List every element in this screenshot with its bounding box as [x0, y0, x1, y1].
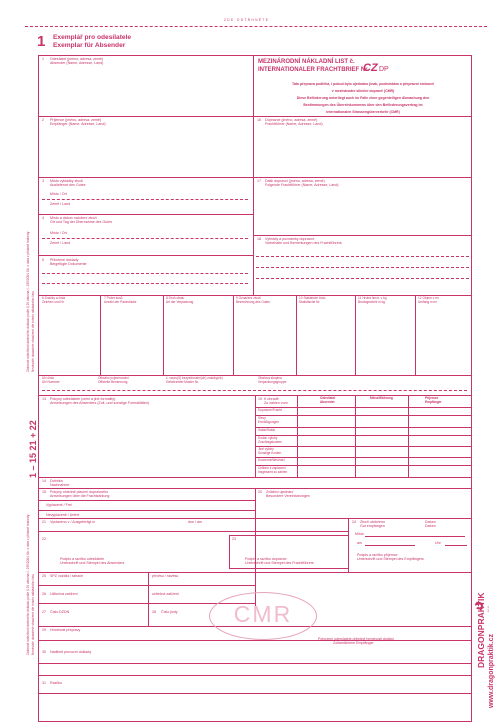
side-legal-text-1: Zákonné náležitosti daňového dokladu podle § 29 zákona č. 235/2004 Sb. o dani z přidané hodnoty	[26, 231, 30, 372]
field-22-number: 22	[42, 537, 46, 541]
field-20-label-de: Besondere Vereinbarungen	[266, 494, 310, 498]
field-24-label-de: Gut empfangen	[360, 524, 385, 528]
field-24-place: Místo	[355, 532, 364, 536]
field-9-label	[236, 297, 270, 304]
field-3-place: Místo / Ort	[50, 192, 67, 196]
col-receiver-cz: Příjemce	[425, 396, 439, 400]
field-24-number: 24	[352, 520, 356, 524]
f19-row-surcharge	[258, 437, 282, 444]
field-24-at: am	[357, 541, 362, 545]
field-10-cz: Statistické číslo	[303, 296, 326, 300]
field-12-de: Umfang in m³	[418, 299, 438, 304]
field-13-number: 13	[42, 397, 46, 401]
field-14-label-de: Nachnahme	[50, 483, 70, 487]
field-21-label: Vystaveno v / Ausgefertigt in	[50, 520, 96, 524]
field-2-number: 2	[42, 118, 44, 122]
f19-discount-de: Ermäßigungen	[258, 419, 279, 424]
f19-total-de: Insgesamt zu zahlen	[258, 469, 288, 474]
field-1-number: 1	[42, 57, 44, 61]
field-11-label	[358, 297, 386, 304]
adr-name-de: Offizielle Benennung	[98, 379, 128, 384]
field-4-label-de: Ort und Tag der Übernahme des Gutes	[50, 220, 113, 224]
field-25-number: 25	[42, 574, 46, 578]
field-24-sign-cz: Podpis a razítko příjemce	[357, 553, 398, 557]
field-13-label-cz: Pokyny odesílatele (celní a jiné formality)	[50, 397, 116, 401]
field-7-number: 7	[104, 296, 106, 300]
field-3-label-cz: Místo vykládky zboží	[50, 179, 84, 183]
field-19-label-cz: K úhradě	[264, 397, 279, 401]
tear-line	[25, 26, 487, 27]
field-26-label: Užitečná zatížení	[50, 592, 78, 596]
field-16-number: 16	[257, 118, 261, 122]
field-17-label-de: Folgende Frachtführer (Name, Adresse, Land)	[265, 183, 339, 187]
field-19-label-de: Zu zahlen vom	[264, 401, 288, 405]
field-24-date-cz: Datum	[425, 520, 436, 524]
f19-surcharge-cz: Dodat. výlohy	[258, 436, 278, 440]
payment-free: Vyplaceně / Frei	[46, 503, 72, 507]
col-sender	[320, 397, 335, 404]
side-legal-text-3: Zákonné náležitosti daňového dokladu podle § 29 zákona č. 235/2004 Sb. o dani z přidané hodnoty	[26, 514, 30, 655]
notice-line-5: internationalen Strassengüterverkehr (CMR)	[326, 110, 400, 114]
field-29-number: 29	[42, 628, 46, 632]
field-25-label: SPZ vozidla / tahače	[50, 574, 83, 578]
field-16-label-de: Frachtführer (Name, Adresse, Land)	[265, 122, 323, 126]
adr-un-cz: UN číslo	[42, 376, 55, 380]
field-6-de: Zeichen und Nr.	[42, 299, 65, 304]
center-divider-top	[253, 55, 254, 295]
field-7-cz: Počet kusů	[106, 296, 123, 300]
field-8-de: Art der Verpackung	[166, 299, 194, 304]
brand-website: www.dragonpraktik.cz	[488, 633, 495, 708]
field-30-label: Nadlimit provozní doklady	[50, 650, 92, 654]
col-sender-cz: Odesílatel	[320, 396, 336, 400]
adr-hazard-cz: č. vzoru(ů) bezpečnostní(ch) značky(ek)	[166, 376, 223, 380]
field-30-number: 30	[42, 650, 46, 654]
field-17-number: 17	[257, 179, 261, 183]
f19-row-exchange: Kurzovné/Wechsel	[258, 458, 285, 462]
field-22-sign-cz: Podpis a razítko odesílatele	[60, 557, 105, 561]
field-6-label	[42, 297, 65, 304]
field-12-cz: Objem v m³	[422, 296, 439, 300]
cmr-watermark-text: CMR	[233, 601, 293, 627]
field-24-date-de: Datum	[425, 524, 436, 528]
field-17-label-cz: Další dopravci (jméno, adresa, země)	[265, 179, 325, 183]
field-2-label-cz: Příjemce (jméno, adresa, země)	[50, 118, 102, 122]
field-28-number: 28	[152, 610, 156, 614]
col-receiver-de: Empfänger	[425, 399, 442, 404]
field-8-number: 8	[166, 296, 168, 300]
f19-row-balance: Saldo/Saldo	[258, 428, 276, 432]
brand-name: DRAGONPRAKTIK	[476, 592, 486, 668]
tear-here-caption: ZDE ODTRHNĚTE	[224, 18, 270, 22]
adr-group-de: Verpackungsgruppe	[258, 379, 287, 384]
field-30-extra-de: Zollamtlichem Empfänger	[333, 641, 374, 645]
adr-hazard-label	[166, 377, 223, 384]
field-20-label-cz: Zvláštní ujednání	[266, 490, 294, 494]
field-11-number: 11	[358, 296, 362, 300]
field-1-label-de: Absender (Name, Adresse, Land)	[50, 61, 104, 65]
field-9-de: Bezeichnung des Gutes	[236, 299, 270, 304]
col-receiver	[425, 397, 442, 404]
field-11-cz: Hrubá hmot. v kg	[362, 296, 387, 300]
f19-row-total	[258, 467, 287, 474]
field-14-label-cz: Dobírka	[50, 479, 63, 483]
field-5-label-de: Beigefügte Dokumente	[50, 262, 87, 266]
adr-un-de: UN Nummer	[42, 379, 60, 384]
side-copy-numbers: 1 – 15 21 + 22	[28, 420, 38, 478]
field-8-cz: Druh obalu	[168, 296, 185, 300]
field-4-place: Místo / Ort	[50, 231, 67, 235]
notice-line-1: Tato přeprava podléhá, i pokud bylo ujednáno jinak, podmínkám o přepravní smlouvě	[291, 82, 435, 86]
adr-un-label	[42, 377, 60, 384]
field-26-number: 26	[42, 592, 46, 596]
field-18-number: 18	[257, 237, 261, 241]
title-dp: DP	[379, 66, 389, 73]
field-29-label: Hmotnost přepravy	[50, 628, 81, 632]
f19-surcharge-de: Zuschlagskosten	[258, 439, 282, 444]
f19-total-cz: Celkem k zaplacení	[258, 466, 286, 470]
field-12-label	[418, 297, 439, 304]
field-21-number: 21	[42, 520, 46, 524]
field-23-number: 23	[232, 537, 236, 541]
adr-name-label	[98, 377, 129, 384]
field-4-label-cz: Místo a datum naložení zboží	[50, 216, 97, 220]
field-13-label-de: Anweisungen des Absenders (Zoll- und sonstige Formalitäten)	[50, 401, 150, 405]
copy-title-cz: Exemplář pro odesílatele	[53, 34, 132, 41]
field-21-date: dne / am	[188, 520, 202, 524]
notice-line-3: Diese Beförderung unterliegt auch im Falle einer gegenteiligen Abmachung den	[296, 96, 430, 100]
f19-row-freight: Dopravné/Fracht	[258, 408, 282, 412]
f19-other-de: Sonstige Kosten	[258, 450, 282, 455]
f19-row-discount	[258, 417, 279, 424]
field-27-number: 27	[42, 610, 46, 614]
field-25-trailer: přívěsu / návěsu	[152, 574, 179, 578]
field-22-sign-de: Unterschrift und Stempel des Absenders	[60, 561, 125, 565]
field-3-label-de: Auslieferort des Gutes	[50, 183, 86, 187]
field-10-number: 10	[299, 296, 303, 300]
field-16-label-cz: Dopravce (jméno, adresa, země)	[265, 118, 318, 122]
field-10-de: Statistische Nr.	[299, 299, 321, 304]
field-15-number: 15	[42, 490, 46, 494]
field-4-date: Země / Land	[50, 241, 71, 245]
field-6-cz: Značky a čísla	[44, 296, 66, 300]
field-24-label-cz: Zboží obdrženo	[360, 520, 385, 524]
field-5-label-cz: Přiložené doklady	[50, 258, 79, 262]
f19-other-cz: Jiné výlohy	[258, 447, 274, 451]
field-19-number: 19	[258, 397, 262, 401]
field-26-value: užitečná zatížení	[152, 592, 179, 596]
field-8-label	[166, 297, 193, 304]
country-code: CZ	[363, 62, 378, 74]
cmr-notice	[258, 81, 468, 116]
field-31-number: 31	[42, 681, 46, 685]
field-30-extra-cz: Potvrzení odesílatele ohledně hmotnosti dodání	[318, 637, 394, 641]
field-9-cz: Označení zboží	[238, 296, 261, 300]
field-1-label-cz: Odesílatel (jméno, adresa, země)	[50, 57, 104, 61]
field-15-label-de: Anweisungen über die Frachtzahlung	[50, 494, 110, 498]
notice-line-2: v mezinárodní silniční dopravě (CMR)	[331, 89, 395, 93]
copy-title-de: Exemplar für Absender	[53, 42, 126, 49]
field-12-number: 12	[418, 296, 422, 300]
f19-discount-cz: Slevy	[258, 416, 266, 420]
title-cz: MEZINÁRODNÍ NÁKLADNÍ LIST č.	[258, 59, 355, 65]
field-6-number: 6	[42, 296, 44, 300]
field-14-number: 14	[42, 479, 46, 483]
field-24-time: Uhr	[435, 541, 441, 545]
notice-line-4: Bestimmungen des Übereinkommens über den Beförderungsvertrag im	[303, 103, 423, 107]
field-31-label: Razítko	[50, 681, 63, 685]
side-legal-text-4: Nezávislé ukazatele obsažené dle tohoto nákladního listu	[31, 574, 35, 655]
field-7-de: Anzahl der Packstücke	[104, 299, 137, 304]
col-sender-de: Absender	[320, 399, 335, 404]
payment-unfree: Nevyplaceně / Unfrei	[46, 513, 80, 517]
field-10-label	[299, 297, 325, 304]
field-7-label	[104, 297, 136, 304]
field-28-label: Číslo jízdy	[161, 610, 178, 614]
field-18-label-de: Vorbehalte und Bemerkungen des Frachtführers	[265, 241, 342, 245]
field-23-sign-cz: Podpis a razítko dopravce	[245, 557, 287, 561]
adr-hazard-de: Gefahrzettel Muster Nr.	[166, 379, 199, 384]
field-20-number: 20	[258, 490, 262, 494]
field-11-de: Bruttogewicht in kg	[358, 299, 385, 304]
adr-group-cz: Obalová skupina	[258, 376, 282, 380]
brand-sro: s.r.o.	[486, 605, 490, 612]
title-de: INTERNATIONALER FRACHTBRIEF Nr.	[258, 67, 369, 73]
adr-group-label	[258, 377, 286, 384]
field-4-number: 4	[42, 216, 44, 220]
field-9-number: 9	[236, 296, 238, 300]
col-currency: Měna/Währung	[370, 396, 393, 400]
side-legal-text-2: Nezávislé ukazatele obsažené dle tohoto nákladního listu	[31, 291, 35, 372]
copy-number: 1	[37, 33, 46, 50]
field-23-sign-de: Unterschrift und Stempel des Frachtführers	[245, 561, 314, 565]
field-15-label-cz: Pokyny ohledně placení dopravného	[50, 490, 109, 494]
field-27-label: Číslo DZDN	[50, 610, 70, 614]
field-5-number: 5	[42, 258, 44, 262]
f19-row-other	[258, 448, 281, 455]
field-3-country: Země / Land	[50, 202, 71, 206]
field-24-sign-de: Unterschrift und Stempel des Empfängers	[357, 557, 424, 561]
field-3-number: 3	[42, 179, 44, 183]
field-18-label-cz: Výhrady a poznámky dopravce	[265, 237, 315, 241]
field-2-label-de: Empfänger (Name, Adresse, Land)	[50, 122, 106, 126]
adr-name-cz: Oficiální pojmenování	[98, 376, 129, 380]
